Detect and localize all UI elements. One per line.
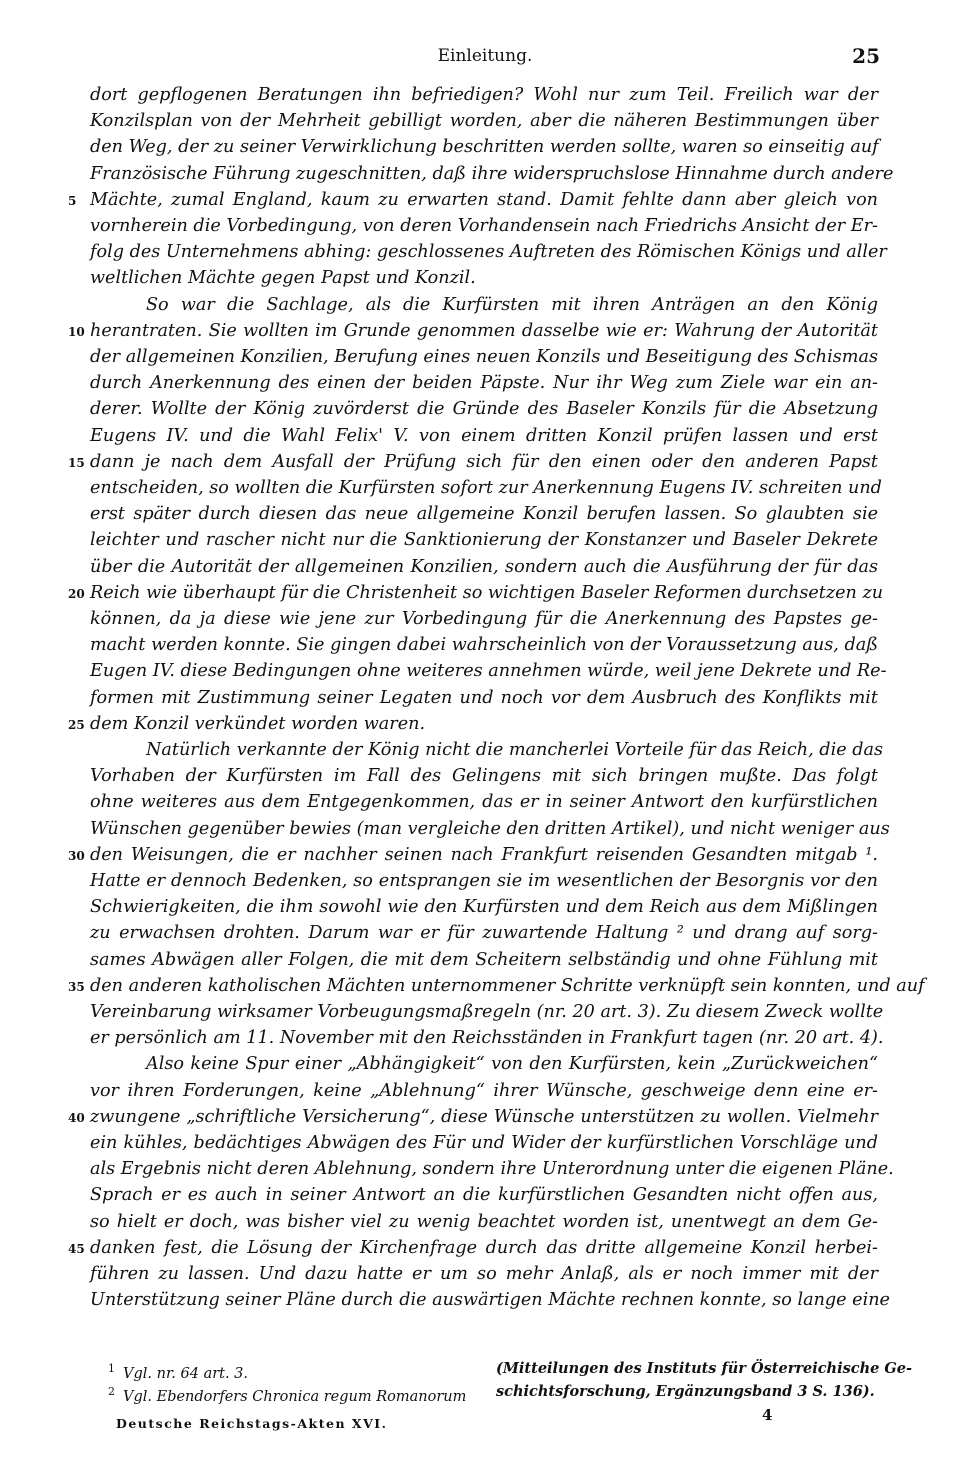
text-line: leichter und rascher nicht nur die Sanktionierung der Konstanzer und Baseler Dekrete — [90, 530, 878, 551]
text-line: können, da ja diese wie jene zur Vorbedingung für die Anerkennung des Papstes ge- — [90, 609, 878, 629]
text-line: macht werden konnte. Sie gingen dabei wahrscheinlich von der Voraussetzung aus, daß — [90, 635, 878, 656]
text-line: entscheiden, so wollten die Kurfürsten sofort zur Anerkennung Eugens IV. schreiten und — [90, 478, 882, 498]
running-header — [90, 44, 880, 74]
series-footer: Deutsche Reichstags-Akten XVI. — [116, 1416, 388, 1431]
text-line: Sprach er es auch in seiner Antwort an die kurfürstlichen Gesandten nicht offen aus, — [90, 1185, 878, 1206]
text-line: ein kühles, bedächtiges Abwägen des Für und Wider der kurfürstlichen Vorschläge und — [90, 1133, 878, 1153]
line-number: 35 — [68, 979, 85, 994]
text-line: als Ergebnis nicht deren Ablehnung, sondern ihre Unterordnung unter die eigenen Pläne. — [90, 1159, 894, 1180]
footnote-2 — [108, 1381, 466, 1408]
line-number: 10 — [68, 324, 85, 339]
page-number: 25 — [852, 44, 880, 68]
text-line: Eugen IV. diese Bedingungen ohne weiteres annehmen würde, weil jene Dekrete und Re- — [90, 661, 887, 682]
footnote-text: Vgl. nr. 64 art. 3. — [123, 1365, 249, 1382]
text-line: formen mit Zustimmung seiner Legaten und noch vor dem Ausbruch des Konflikts mit — [90, 687, 878, 708]
footnote-mark: 2 — [108, 1385, 115, 1398]
text-line: dort gepflogenen Beratungen ihn befriedigen? Wohl nur zum Teil. Freilich war der — [90, 85, 878, 105]
text-line: vornherein die Vorbedingung, von deren Vorhandensein nach Friedrichs Ansicht der Er- — [90, 216, 878, 236]
text-line: den anderen katholischen Mächten unternommener Schritte verknüpft sein konnten, und auf — [90, 975, 925, 996]
footnote-2-continuation-1: (Mitteilungen des Instituts für Österreichische Ge- — [496, 1360, 913, 1377]
text-line: Französische Führung zugeschnitten, daß ihre widerspruchslose Hinnahme durch andere — [90, 163, 894, 184]
line-number: 5 — [68, 193, 77, 208]
line-number: 25 — [68, 717, 85, 732]
text-line: der allgemeinen Konzilien, Berufung eines neuen Konzils und Beseitigung des Schismas — [90, 347, 878, 367]
text-line: Wünschen gegenüber bewies (man vergleiche den dritten Artikel), und nicht weniger aus — [90, 818, 890, 839]
text-line: er persönlich am 11. November mit den Reichsständen in Frankfurt tagen (nr. 20 art. 4). — [90, 1028, 884, 1049]
line-number: 45 — [68, 1241, 85, 1256]
text-line: Unterstützung seiner Pläne durch die auswärtigen Mächte rechnen konnte, so lange eine — [90, 1290, 890, 1311]
text-line: Vorhaben der Kurfürsten im Fall des Gelingens mit sich bringen mußte. Das folgt — [90, 766, 878, 787]
footnote-text: Vgl. Ebendorfers Chronica regum Romanorum — [123, 1388, 467, 1405]
text-line: Eugens IV. und die Wahl Felix' V. von einem dritten Konzil prüfen lassen und erst — [90, 425, 878, 446]
text-line: danken fest, die Lösung der Kirchenfrage durch das dritte allgemeine Konzil herbei- — [90, 1237, 878, 1258]
chapter-title: Einleitung. — [437, 46, 533, 66]
signature-mark: 4 — [762, 1406, 773, 1424]
text-line: Mächte, zumal England, kaum zu erwarten stand. Damit fehlte dann aber gleich von — [90, 189, 878, 210]
footnote-2-continuation-2: schichtsforschung, Ergänzungsband 3 S. 136). — [496, 1383, 875, 1400]
text-line: ohne weiteres aus dem Entgegenkommen, das er in seiner Antwort den kurfürstlichen — [90, 792, 878, 813]
text-line: den Weisungen, die er nachher seinen nach Frankfurt reisenden Gesandten mitgab ¹. — [90, 844, 878, 865]
text-line: Hatte er dennoch Bedenken, so entsprangen sie im wesentlichen der Besorgnis vor den — [90, 871, 878, 891]
text-line: weltlichen Mächte gegen Papst und Konzil. — [90, 268, 476, 289]
text-line: Schwierigkeiten, die ihm sowohl wie den Kurfürsten und dem Reich aus dem Mißlingen — [90, 897, 878, 918]
text-line: zu erwachsen drohten. Darum war er für zuwartende Haltung ² und drang auf sorg- — [90, 923, 878, 944]
text-line: So war die Sachlage, als die Kurfürsten mit ihren Anträgen an den König — [146, 294, 878, 315]
text-line: sames Abwägen aller Folgen, die mit dem Scheitern selbständig und ohne Fühlung mit — [90, 949, 878, 970]
text-line: Natürlich verkannte der König nicht die mancherlei Vorteile für das Reich, die das — [146, 740, 883, 760]
text-line: den Weg, der zu seiner Verwirklichung beschritten werden sollte, waren so einseitig auf — [90, 137, 879, 158]
text-line: derer. Wollte der König zuvörderst die Gründe des Baseler Konzils für die Absetzung — [90, 399, 878, 420]
text-line: führen zu lassen. Und dazu hatte er um so mehr Anlaß, als er noch immer mit der — [90, 1264, 878, 1284]
line-number: 40 — [68, 1110, 85, 1125]
text-line: durch Anerkennung des einen der beiden Päpste. Nur ihr Weg zum Ziele war ein an- — [90, 373, 878, 394]
line-number: 30 — [68, 848, 85, 863]
line-number: 20 — [68, 586, 85, 601]
line-number: 15 — [68, 455, 85, 470]
text-line: dem Konzil verkündet worden waren. — [90, 713, 426, 734]
text-line: Vereinbarung wirksamer Vorbeugungsmaßregeln (nr. 20 art. 3). Zu diesem Zweck wollte — [90, 1002, 884, 1022]
text-line: zwungene „schriftliche Versicherung“, diese Wünsche unterstützen zu wollen. Vielmehr — [90, 1106, 878, 1127]
text-line: folg des Unternehmens abhing: geschlossenes Auftreten des Römischen Königs und aller — [90, 242, 887, 263]
text-line: dann je nach dem Ausfall der Prüfung sich für den einen oder den anderen Papst — [90, 451, 878, 472]
text-line: Reich wie überhaupt für die Christenheit so wichtigen Baseler Reformen durchsetzen zu — [90, 582, 884, 603]
text-line: herantraten. Sie wollten im Grunde genommen dasselbe wie er: Wahrung der Autorität — [90, 320, 878, 341]
text-line: Also keine Spur einer „Abhängigkeit“ von den Kurfürsten, kein „Zurückweichen“ — [146, 1054, 878, 1075]
footnote-mark: 1 — [108, 1362, 115, 1375]
text-line: so hielt er doch, was bisher viel zu wenig beachtet worden ist, unentwegt an dem Ge- — [90, 1211, 878, 1232]
text-line: erst später durch diesen das neue allgemeine Konzil berufen lassen. So glaubten sie — [90, 504, 878, 525]
text-line: vor ihren Forderungen, keine „Ablehnung“ ihrer Wünsche, geschweige denn eine er- — [90, 1080, 878, 1101]
text-line: Konzilsplan von der Mehrheit gebilligt worden, aber die näheren Bestimmungen über — [90, 111, 878, 132]
text-line: über die Autorität der allgemeinen Konzilien, sondern auch die Ausführung der für das — [90, 556, 878, 577]
